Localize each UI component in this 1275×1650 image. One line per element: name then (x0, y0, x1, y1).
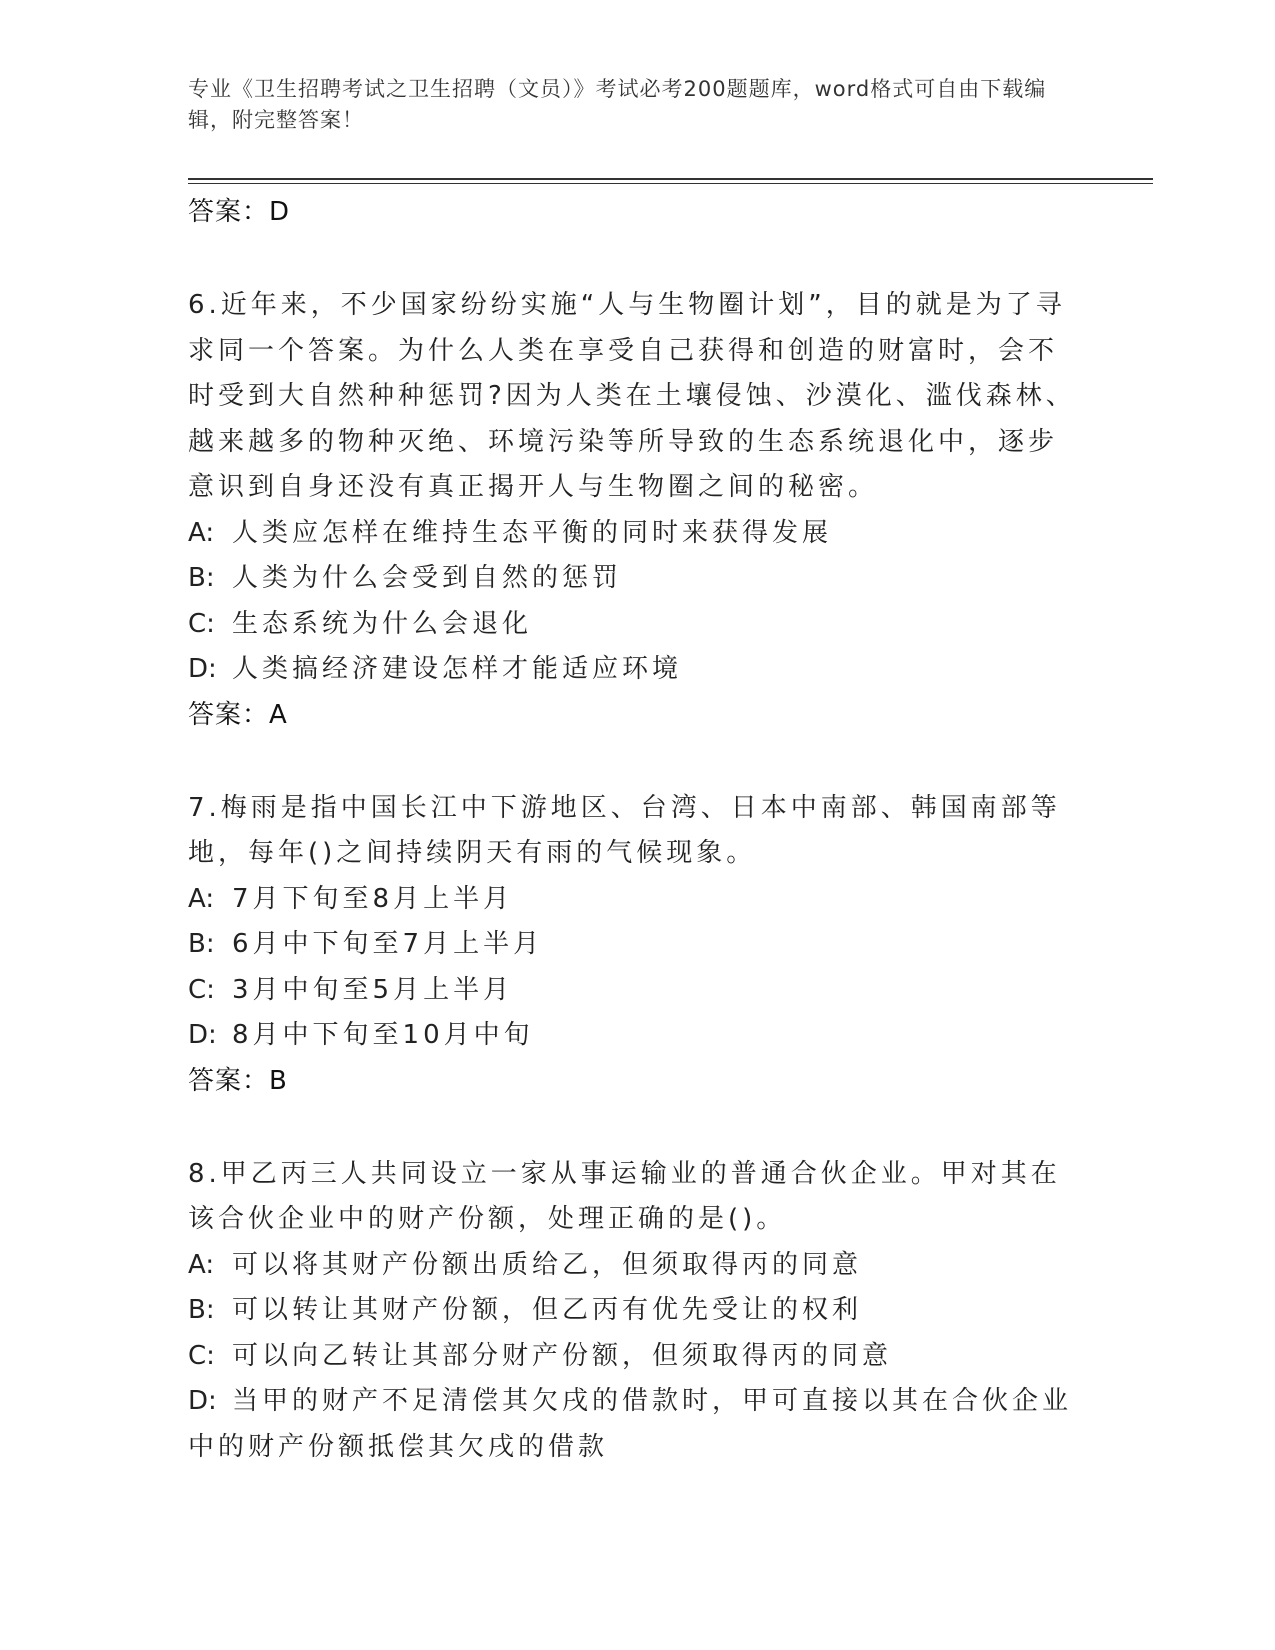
option-text: 3月中旬至5月上半月 (232, 974, 514, 1005)
option-text: 人类应怎样在维持生态平衡的同时来获得发展 (232, 517, 833, 548)
document-header: 专业《卫生招聘考试之卫生招聘（文员）》考试必考200题题库，word格式可自由下载编辑，附完整答案！ (188, 77, 1047, 132)
option-text: 人类搞经济建设怎样才能适应环境 (232, 654, 683, 684)
option-key: C: (188, 1340, 215, 1371)
option-a (188, 511, 1078, 557)
option-text: 8月中下旬至10月中旬 (232, 1020, 534, 1050)
option-d (188, 1379, 1078, 1470)
option-text: 生态系统为什么会退化 (232, 608, 533, 639)
option-key: B: (188, 929, 215, 959)
option-b (188, 556, 1078, 602)
option-d (188, 1013, 1078, 1059)
question-block (188, 1152, 1078, 1471)
option-text: 7月下旬至8月上半月 (232, 883, 514, 914)
option-c (188, 968, 1078, 1014)
answer-line: 答案：A (188, 699, 288, 730)
option-text: 人类为什么会受到自然的惩罚 (232, 563, 623, 593)
document-body (188, 190, 1078, 1470)
header-rule-thin (188, 183, 1153, 184)
option-a (188, 877, 1078, 923)
option-key: C: (188, 608, 215, 639)
answer-line: 答案：D (188, 197, 291, 227)
option-text: 当甲的财产不足清偿其欠戌的借款时，甲可直接以其在合伙企业中的财产份额抵偿其欠戌的借款 (188, 1386, 1073, 1462)
option-a (188, 1243, 1078, 1289)
option-key: A: (188, 1249, 215, 1280)
option-d (188, 647, 1078, 693)
option-key: C: (188, 974, 215, 1005)
option-c (188, 1334, 1078, 1380)
question-block (188, 786, 1078, 1103)
option-text: 可以转让其财产份额，但乙丙有优先受让的权利 (232, 1295, 863, 1325)
option-text: 可以向乙转让其部分财产份额，但须取得丙的同意 (232, 1340, 893, 1371)
option-key: D: (188, 1020, 217, 1050)
option-key: D: (188, 654, 217, 684)
option-key: B: (188, 563, 215, 593)
option-b (188, 1288, 1078, 1334)
option-key: A: (188, 883, 215, 914)
question-block (188, 283, 1078, 737)
header-rule (188, 178, 1153, 180)
option-key: D: (188, 1386, 217, 1416)
question-text: 8.甲乙丙三人共同设立一家从事运输业的普通合伙企业。甲对其在该合伙企业中的财产份额，处理正确的是()。 (188, 1158, 1061, 1234)
question-text: 6.近年来，不少国家纷纷实施“人与生物圈计划”，目的就是为了寻求同一个答案。为什么人类在享受自己获得和创造的财富时，会不时受到大自然种种惩罚?因为人类在土壤侵蚀、沙漠化、滥伐森林、越来越多的物种灭绝、环境污染等所导致的生态系统退化中，逐步意识到自身还没有真正揭开人与生物圈之间的秘密。 (188, 290, 1076, 502)
option-key: B: (188, 1295, 215, 1325)
answer-line: 答案：B (188, 1065, 288, 1096)
option-c (188, 602, 1078, 648)
option-key: A: (188, 517, 215, 548)
option-b (188, 922, 1078, 968)
question-text: 7.梅雨是指中国长江中下游地区、台湾、日本中南部、韩国南部等地，每年()之间持续阴天有雨的气候现象。 (188, 792, 1061, 868)
option-text: 可以将其财产份额出质给乙，但须取得丙的同意 (232, 1249, 863, 1280)
option-text: 6月中下旬至7月上半月 (232, 929, 544, 959)
